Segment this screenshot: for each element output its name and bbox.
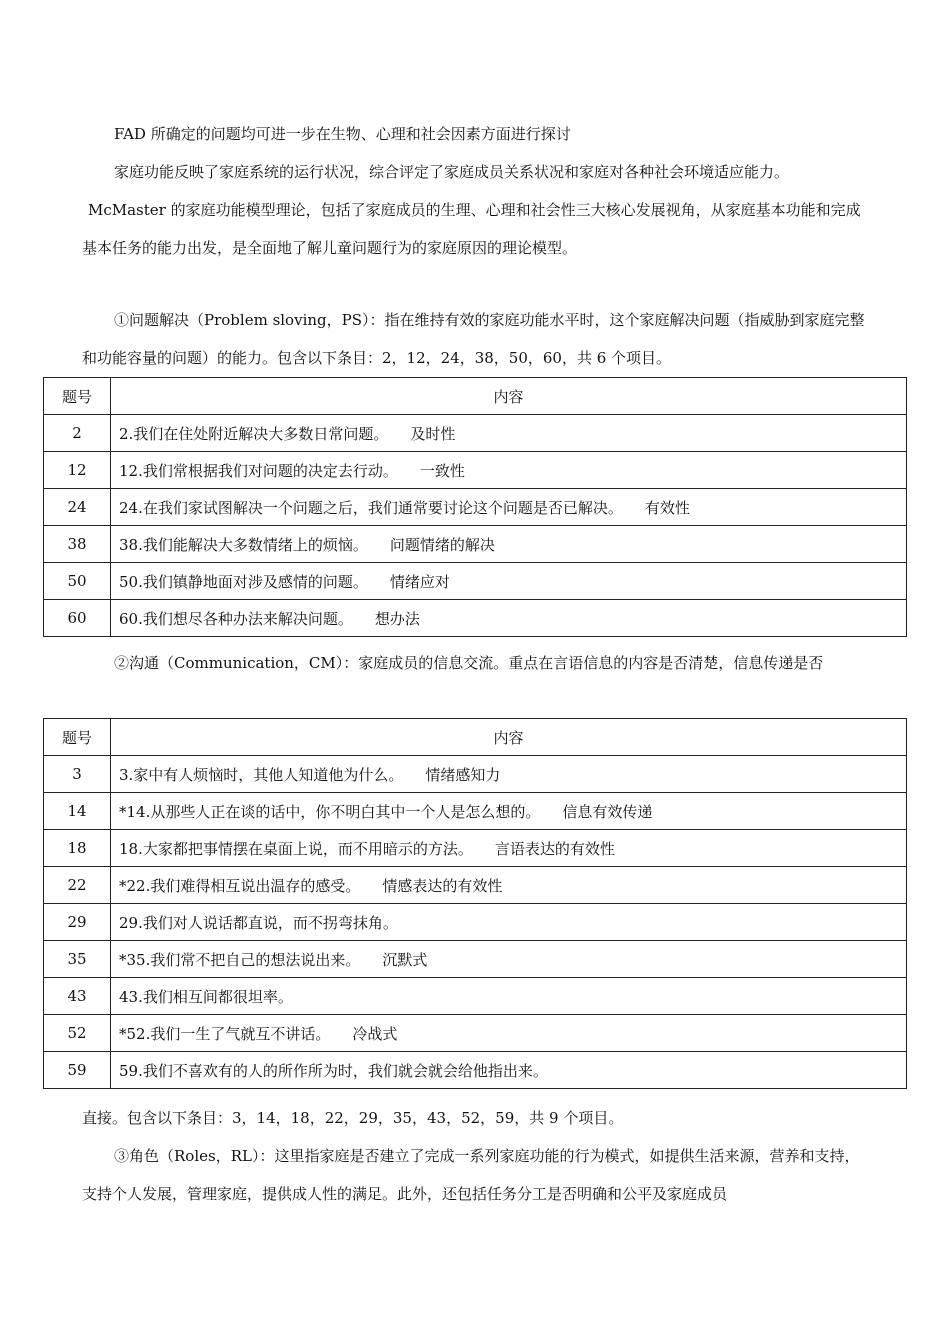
table-row (44, 867, 907, 904)
item-number: 43 (44, 978, 111, 1015)
ps-items-table (43, 377, 907, 637)
item-content (111, 563, 907, 600)
item-dimension-tag: 问题情绪的解决 (389, 535, 495, 554)
rl-description: ③角色（Roles，RL）：这里指家庭是否建立了完成一系列家庭功能的行为模式，如提供生活来源，营养和支持，支持个人发展，管理家庭，提供成人性的满足。此外，还包括任务分工是否明确和公平及家庭成员 (82, 1147, 860, 1203)
item-number: 60 (44, 600, 111, 637)
table-row (44, 563, 907, 600)
ps-description: ①问题解决（Problem sloving，PS）：指在维持有效的家庭功能水平时，这个家庭解决问题（指威胁到家庭完整和功能容量的问题）的能力。包含以下条目：2，12，24，38，50，60，共 6 个项目。 (82, 311, 865, 367)
item-text: 60.我们想尽各种办法来解决问题。 (119, 609, 353, 628)
item-dimension-tag: 情绪应对 (389, 572, 450, 591)
header-num: 题号 (44, 719, 111, 756)
item-dimension-tag: 及时性 (410, 424, 456, 443)
table-row (44, 452, 907, 489)
item-text: 43.我们相互间都很坦率。 (119, 987, 293, 1006)
table-row (44, 415, 907, 452)
table-header-row (44, 378, 907, 415)
item-text: 18.大家都把事情摆在桌面上说，而不用暗示的方法。 (119, 839, 473, 858)
item-content (111, 452, 907, 489)
item-dimension-tag: 情感表达的有效性 (382, 876, 503, 895)
cm-continuation: 直接。包含以下条目：3，14，18，22，29，35，43，52，59，共 9 个项目。 (82, 1109, 624, 1127)
table-header-row (44, 719, 907, 756)
header-content: 内容 (111, 719, 907, 756)
item-content (111, 793, 907, 830)
item-text: 29.我们对人说话都直说，而不拐弯抹角。 (119, 913, 398, 932)
table-row (44, 904, 907, 941)
item-number: 38 (44, 526, 111, 563)
item-number: 14 (44, 793, 111, 830)
table-row (44, 793, 907, 830)
item-content (111, 867, 907, 904)
intro-line-3: McMaster 的家庭功能模型理论，包括了家庭成员的生理、心理和社会性三大核心发展视角，从家庭基本功能和完成基本任务的能力出发，是全面地了解儿童问题行为的家庭原因的理论模型。 (82, 201, 861, 257)
item-number: 2 (44, 415, 111, 452)
item-number: 3 (44, 756, 111, 793)
item-content (111, 904, 907, 941)
item-number: 24 (44, 489, 111, 526)
table-row (44, 526, 907, 563)
item-text: 50.我们镇静地面对涉及感情的问题。 (119, 572, 368, 591)
table-row (44, 1052, 907, 1089)
item-text: *35.我们常不把自己的想法说出来。 (119, 950, 361, 969)
item-number: 18 (44, 830, 111, 867)
item-number: 59 (44, 1052, 111, 1089)
table-row (44, 1015, 907, 1052)
item-dimension-tag: 信息有效传递 (562, 802, 653, 821)
item-content (111, 1015, 907, 1052)
item-text: 59.我们不喜欢有的人的所作所为时，我们就会就会给他指出来。 (119, 1061, 548, 1080)
table-row (44, 830, 907, 867)
item-content (111, 830, 907, 867)
item-text: *14.从那些人正在谈的话中，你不明白其中一个人是怎么想的。 (119, 802, 541, 821)
intro-line-1: FAD 所确定的问题均可进一步在生物、心理和社会因素方面进行探讨 (114, 125, 571, 143)
item-text: 12.我们常根据我们对问题的决定去行动。 (119, 461, 398, 480)
cm-items-table (43, 718, 907, 1089)
item-text: *52.我们一生了气就互不讲话。 (119, 1024, 331, 1043)
item-content (111, 600, 907, 637)
item-dimension-tag: 沉默式 (382, 950, 428, 969)
item-number: 29 (44, 904, 111, 941)
item-number: 35 (44, 941, 111, 978)
item-dimension-tag: 冷战式 (352, 1024, 398, 1043)
item-content (111, 756, 907, 793)
table-row (44, 600, 907, 637)
item-text: 3.家中有人烦恼时，其他人知道他为什么。 (119, 765, 404, 784)
table-row (44, 941, 907, 978)
header-num: 题号 (44, 378, 111, 415)
item-content (111, 941, 907, 978)
item-text: 38.我们能解决大多数情绪上的烦恼。 (119, 535, 368, 554)
item-dimension-tag: 想办法 (374, 609, 420, 628)
item-text: 24.在我们家试图解决一个问题之后，我们通常要讨论这个问题是否已解决。 (119, 498, 623, 517)
intro-line-2: 家庭功能反映了家庭系统的运行状况，综合评定了家庭成员关系状况和家庭对各种社会环境适应能力。 (114, 163, 790, 181)
item-number: 50 (44, 563, 111, 600)
item-content (111, 1052, 907, 1089)
item-dimension-tag: 一致性 (419, 461, 465, 480)
item-number: 52 (44, 1015, 111, 1052)
item-dimension-tag: 有效性 (644, 498, 690, 517)
item-text: 2.我们在住处附近解决大多数日常问题。 (119, 424, 389, 443)
item-text: *22.我们难得相互说出温存的感受。 (119, 876, 361, 895)
table-row (44, 489, 907, 526)
table-row (44, 978, 907, 1015)
item-content (111, 415, 907, 452)
cm-description: ②沟通（Communication，CM）：家庭成员的信息交流。重点在言语信息的内容是否清楚，信息传递是否 (114, 654, 824, 672)
header-content: 内容 (111, 378, 907, 415)
item-content (111, 489, 907, 526)
item-content (111, 526, 907, 563)
item-dimension-tag: 情绪感知力 (425, 765, 501, 784)
item-content (111, 978, 907, 1015)
item-dimension-tag: 言语表达的有效性 (494, 839, 615, 858)
item-number: 22 (44, 867, 111, 904)
item-number: 12 (44, 452, 111, 489)
table-row (44, 756, 907, 793)
